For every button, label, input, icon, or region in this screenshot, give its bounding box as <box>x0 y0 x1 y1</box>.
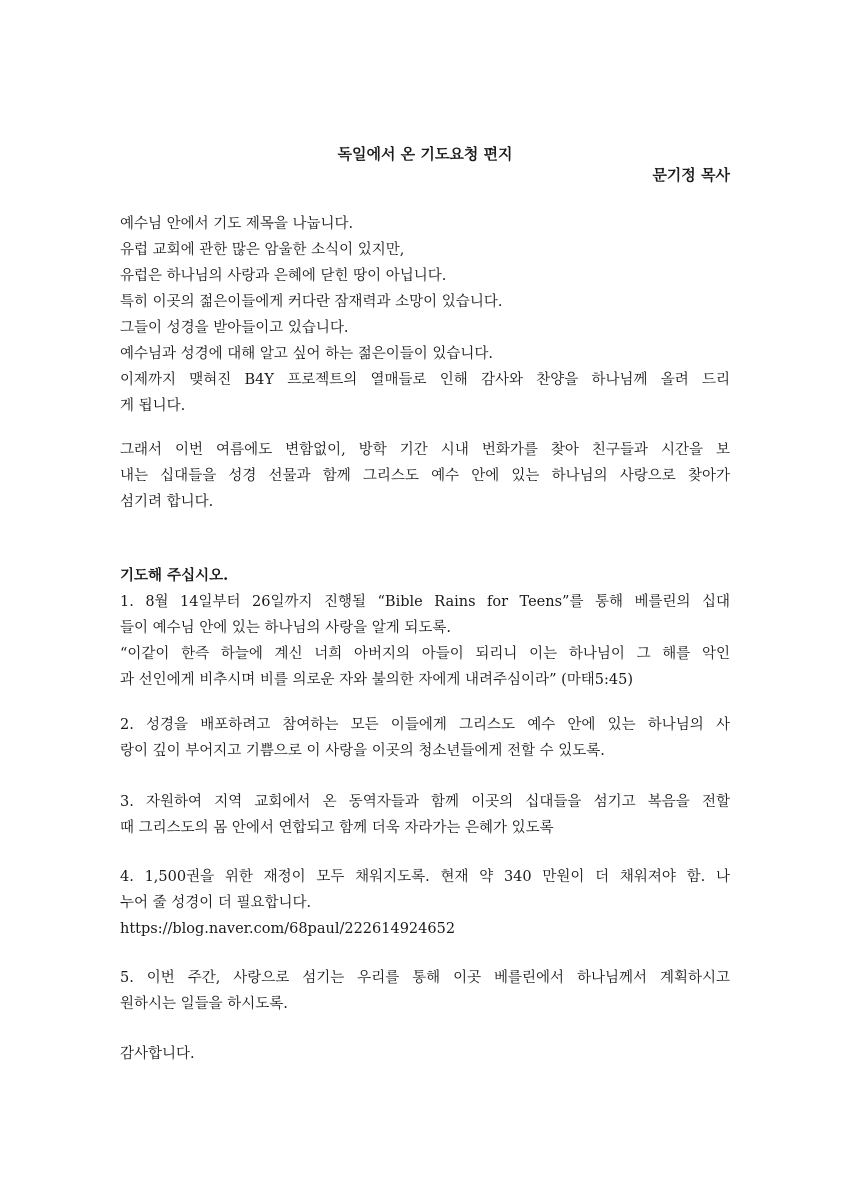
text-line: 유럽은 하나님의 사랑과 은혜에 닫힌 땅이 아닙니다. <box>120 268 447 284</box>
text-line: 이제까지 맺혀진 B4Y 프로젝트의 열매들로 인해 감사와 찬양을 하나님께 올려 드리 <box>120 372 730 388</box>
text-line: 내는 십대들을 성경 선물과 함께 그리스도 예수 안에 있는 하나님의 사랑으로 찾아가 <box>120 468 730 484</box>
text-line: 들이 예수님 안에 있는 하나님의 사랑을 알게 되도록. <box>120 620 452 636</box>
donation-link[interactable]: https://blog.naver.com/68paul/222614924652 <box>120 921 456 937</box>
text-line: 1. 8월 14일부터 26일까지 진행될 “Bible Rains for Teens”를 통해 베를린의 십대 <box>120 594 730 610</box>
author-name: 문기정 목사 <box>652 166 730 184</box>
closing-paragraph <box>120 1041 730 1067</box>
prayer-item-3 <box>120 789 730 841</box>
text-line: 게 됩니다. <box>120 398 186 414</box>
text-line: “이같이 한즉 하늘에 계신 너희 아버지의 아들이 되리니 이는 하나님이 그 해를 악인 <box>120 646 730 662</box>
closing-text: 감사합니다. <box>120 1046 195 1062</box>
prayer-heading: 기도해 주십시오. <box>120 567 229 584</box>
text-line: 때 그리스도의 몸 안에서 연합되고 함께 더욱 자라가는 은혜가 있도록 <box>120 820 554 836</box>
text-line: 원하시는 일들을 하시도록. <box>120 996 288 1012</box>
summer-paragraph <box>120 437 730 515</box>
letter-title: 독일에서 온 기도요청 편지 <box>337 145 513 163</box>
prayer-item-4 <box>120 864 730 942</box>
text-line: 유럽 교회에 관한 많은 암울한 소식이 있지만, <box>120 242 405 258</box>
text-line: 과 선인에게 비추시며 비를 의로운 자와 불의한 자에게 내려주심이라” (마태5:45) <box>120 672 633 688</box>
text-line: 예수님 안에서 기도 제목을 나눕니다. <box>120 216 354 232</box>
prayer-item-2 <box>120 712 730 764</box>
text-line: 2. 성경을 배포하려고 참여하는 모든 이들에게 그리스도 예수 안에 있는 하나님의 사 <box>120 717 730 733</box>
text-line: 특히 이곳의 젊은이들에게 커다란 잠재력과 소망이 있습니다. <box>120 294 503 310</box>
text-line: 랑이 깊이 부어지고 기쁨으로 이 사랑을 이곳의 청소년들에게 전할 수 있도록. <box>120 743 605 759</box>
prayer-item-5 <box>120 965 730 1017</box>
text-line: 예수님과 성경에 대해 알고 싶어 하는 젊은이들이 있습니다. <box>120 346 494 362</box>
intro-paragraph <box>120 211 730 419</box>
text-line: 누어 줄 성경이 더 필요합니다. <box>120 895 312 911</box>
text-line: 5. 이번 주간, 사랑으로 섬기는 우리를 통해 이곳 베를린에서 하나님께서 계획하시고 <box>120 970 730 986</box>
text-line: 4. 1,500권을 위한 재정이 모두 채워지도록. 현재 약 340 만원이 더 채워져야 함. 나 <box>120 869 730 885</box>
text-line: 그래서 이번 여름에도 변함없이, 방학 기간 시내 번화가를 찾아 친구들과 시간을 보 <box>120 442 730 458</box>
prayer-item-1 <box>120 563 730 693</box>
text-line: 그들이 성경을 받아들이고 있습니다. <box>120 320 349 336</box>
text-line: 섬기려 합니다. <box>120 494 214 510</box>
text-line: 3. 자원하여 지역 교회에서 온 동역자들과 함께 이곳의 십대들을 섬기고 복음을 전할 <box>120 794 730 810</box>
